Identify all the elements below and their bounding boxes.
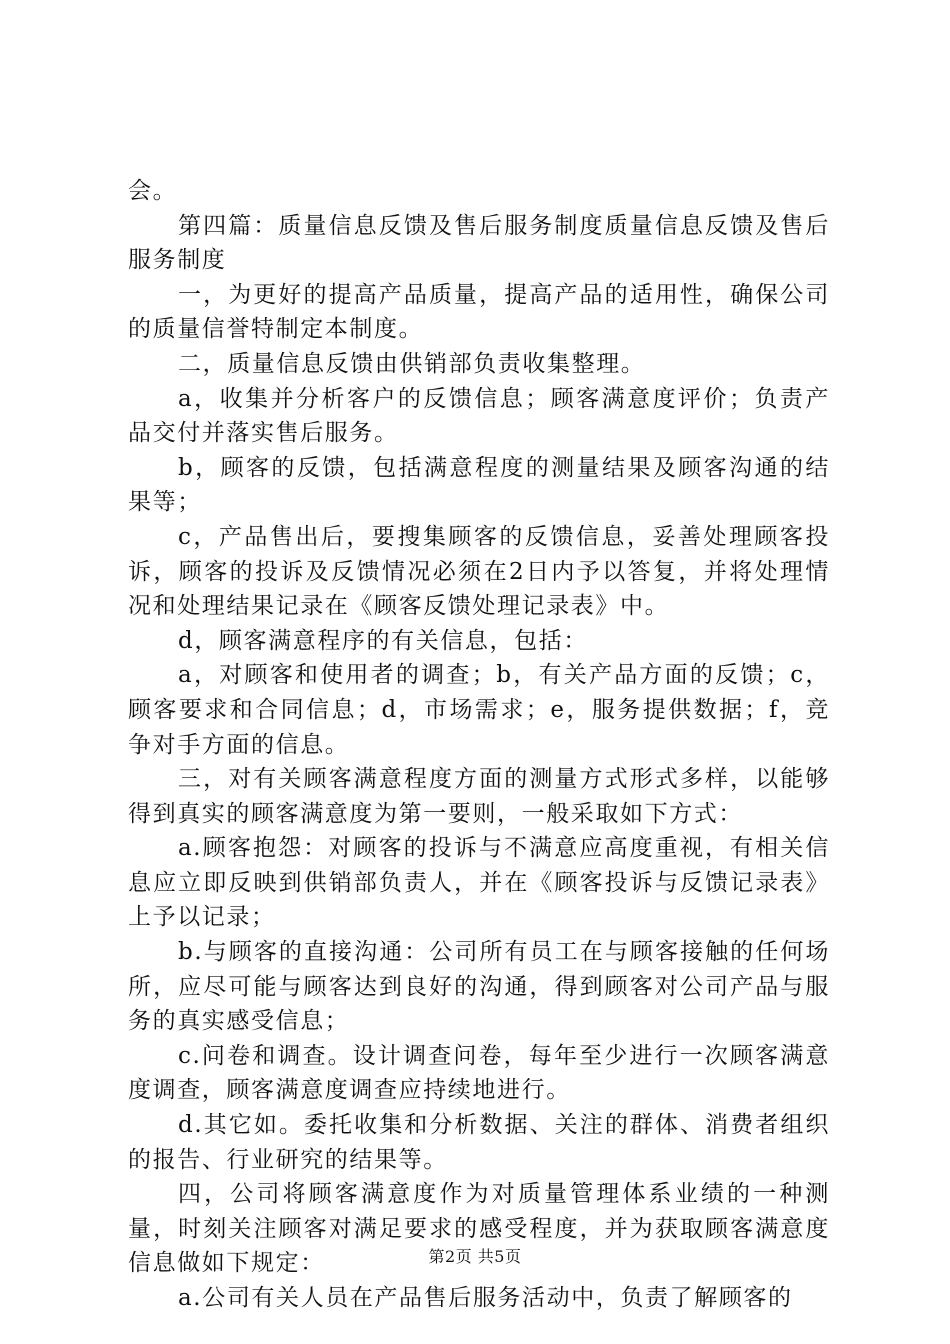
- paragraph-item-2: 二，质量信息反馈由供销部负责收集整理。: [178, 350, 646, 377]
- paragraph-continuation: 会。: [128, 178, 178, 204]
- paragraph-item-3a: a.顾客抱怨：对顾客的投诉与不满意应高度重视，有相关信息应立即反映到供销部负责人，并在《顾客投诉与反馈记录表》上予以记录；: [128, 835, 830, 931]
- paragraph-item-2b: b，顾客的反馈，包括满意程度的测量结果及顾客沟通的结果等；: [128, 454, 830, 516]
- paragraph-item-3: 三，对有关顾客满意程度方面的测量方式形式多样，以能够得到真实的顾客满意度为第一要则，一般采取如下方式：: [128, 766, 830, 827]
- paragraph-item-2d-list: a，对顾客和使用者的调查；b，有关产品方面的反馈；c，顾客要求和合同信息；d，市场需求；e，服务提供数据；f，竞争对手方面的信息。: [128, 662, 830, 758]
- paragraph-item-3b: b.与顾客的直接沟通：公司所有员工在与顾客接触的任何场所，应尽可能与顾客达到良好的沟通，得到顾客对公司产品与服务的真实感受信息；: [128, 939, 830, 1035]
- paragraph-item-1: 一，为更好的提高产品质量，提高产品的适用性，确保公司的质量信誉特制定本制度。: [128, 281, 830, 343]
- page-number-footer: 第2页 共5页: [428, 1247, 522, 1266]
- document-body: [128, 174, 830, 1316]
- paragraph-item-2d: d，顾客满意程序的有关信息，包括：: [178, 627, 588, 654]
- paragraph-section-title: 第四篇：质量信息反馈及售后服务制度质量信息反馈及售后服务制度: [128, 212, 830, 274]
- paragraph-item-4: 四，公司将顾客满意度作为对质量管理体系业绩的一种测量，时刻关注顾客对满足要求的感受程度，并为获取顾客满意度信息做如下规定：: [128, 1181, 830, 1277]
- paragraph-item-2c: c，产品售出后，要搜集顾客的反馈信息，妥善处理顾客投诉，顾客的投诉及反馈情况必须在2日内予以答复，并将处理情况和处理结果记录在《顾客反馈处理记录表》中。: [128, 523, 830, 620]
- paragraph-item-2a: a，收集并分析客户的反馈信息；顾客满意度评价；负责产品交付并落实售后服务。: [128, 385, 830, 447]
- paragraph-item-3c: c.问卷和调查。设计调查问卷，每年至少进行一次顾客满意度调查，顾客满意度调查应持续地进行。: [128, 1042, 830, 1104]
- paragraph-item-4a: a.公司有关人员在产品售后服务活动中，负责了解顾客的: [178, 1285, 793, 1311]
- paragraph-item-3d: d.其它如。委托收集和分析数据、关注的群体、消费者组织的报告、行业研究的结果等。: [128, 1112, 830, 1173]
